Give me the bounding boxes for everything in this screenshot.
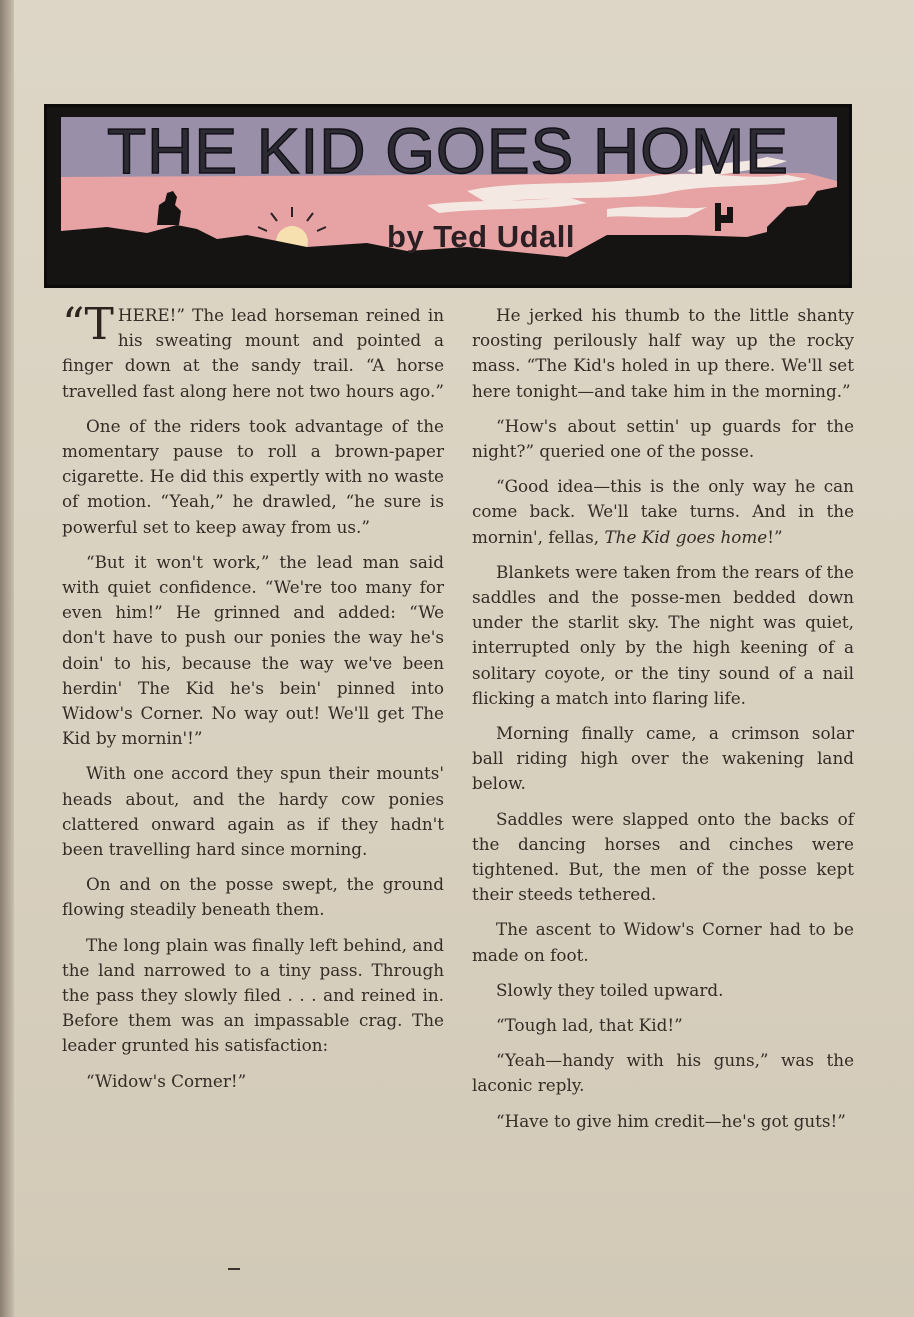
paragraph: Blankets were taken from the rears of the saddles and the posse-men bedded down under the starlit sky. The night was quiet, interrupted only by the high keening of a solitary coyote, or the tiny sound of a nail flicking a match into flaring life. — [472, 561, 854, 708]
paragraph: The long plain was finally left behind, and the land narrowed to a tiny pass. Through the pass they slowly filed . . . and reined in. Before them was an impassable crag. The leader grunted his satisfaction: — [62, 934, 444, 1056]
paragraph: “Good idea—this is the only way he can come back. We'll take turns. And in the mornin', fellas, The Kid goes home!” — [472, 476, 854, 547]
page-edge — [0, 0, 14, 1317]
text-column-right — [472, 303, 854, 1144]
page-footer-mark — [228, 1268, 240, 1270]
paragraph: Slowly they toiled upward. — [496, 979, 724, 1000]
story-byline: by Ted Udall — [387, 219, 576, 254]
paragraph: “Widow's Corner!” — [86, 1070, 247, 1091]
paragraph: “Yeah—handy with his guns,” was the laconic reply. — [472, 1050, 854, 1096]
paragraph: “Tough lad, that Kid!” — [496, 1015, 683, 1036]
paragraph: He jerked his thumb to the little shanty roosting perilously half way up the rocky mass. “The Kid's holed in up there. We'll set here tonight—and take him in the morning.” — [472, 305, 854, 401]
paragraph: “Have to give him credit—he's got guts!” — [496, 1110, 846, 1131]
paragraph: “T HERE!” The lead horseman reined in his sweating mount and pointed a finger down at the sandy trail. “A horse travelled fast along here not two hours ago.” — [62, 299, 444, 401]
paragraph: “But it won't work,” the lead man said with quiet confidence. “We're too many for even him!” He grinned and added: “We don't have to push our ponies the way he's doin' to his, because the way we've been herdin' The Kid he's bein' pinned into Widow's Corner. No way out! We'll get The Kid by mornin'!” — [62, 551, 444, 749]
paragraph: With one accord they spun their mounts' heads about, and the hardy cow ponies clattered onward again as if they hadn't been travelling hard since morning. — [62, 763, 444, 860]
paragraph: On and on the posse swept, the ground flowing steadily beneath them. — [62, 874, 444, 920]
paragraph: One of the riders took advantage of the momentary pause to roll a brown-paper cigarette. He did this expertly with no waste of motion. “Yeah,” he drawled, “he sure is powerful set to keep away from us.” — [62, 415, 444, 537]
emphasis: The Kid goes home — [604, 526, 768, 547]
drop-cap: “T — [62, 299, 114, 350]
paragraph: Morning finally came, a crimson solar ball riding high over the wakening land below. — [472, 723, 854, 794]
story-title: THE KID GOES HOME — [107, 115, 789, 187]
paragraph: “How's about settin' up guards for the night?” queried one of the posse. — [472, 415, 854, 462]
paragraph: Saddles were slapped onto the backs of the dancing horses and cinches were tightened. But, the men of the posse kept their steeds tethered. — [472, 808, 854, 905]
text-column-left — [62, 299, 444, 1104]
paragraph: The ascent to Widow's Corner had to be made on foot. — [472, 919, 854, 965]
title-banner — [44, 104, 852, 288]
